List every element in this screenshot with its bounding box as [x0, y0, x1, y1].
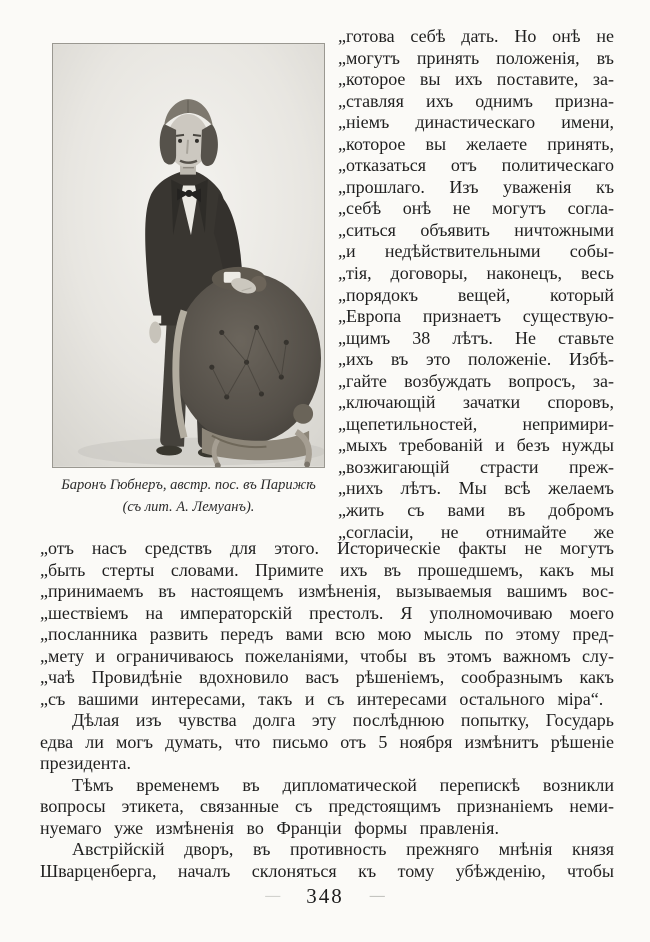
text-line: „согласіи, не отнимайте же — [338, 521, 614, 542]
page-number: 348 — [306, 884, 344, 908]
portrait-caption — [52, 474, 325, 518]
text-line: „жить съ вами въ добромъ — [338, 500, 614, 521]
portrait-photo — [52, 43, 325, 468]
text-line: президента. — [40, 753, 131, 773]
body-text-block — [40, 538, 614, 882]
text-line: „ставляя ихъ однимъ призна- — [338, 90, 614, 111]
text-line: „мыхъ требованій и безъ нужды — [338, 435, 614, 456]
text-line: „быть стерты словами. Примите ихъ въ прошедшемъ, какъ мы — [40, 559, 614, 580]
text-line: „ситься объявить ничтожными — [338, 219, 614, 240]
portrait-lithograph-image — [53, 44, 324, 467]
text-line: „чаѣ Провидѣніе вдохновило васъ рѣшеніемъ, сообразнымъ какъ — [40, 667, 614, 687]
portrait-figure — [52, 43, 325, 518]
text-line: „готова себѣ дать. Но онѣ не — [338, 26, 614, 46]
text-line: „тія, договоры, наконецъ, весь — [338, 263, 614, 284]
folio-right-dash: — — [369, 888, 385, 904]
text-line: „щепетильностей, непримири- — [338, 413, 614, 434]
page-footer — [0, 884, 650, 909]
text-line: „ихъ въ это положеніе. Избѣ- — [338, 349, 614, 370]
text-line: „ключающій зачатки споровъ, — [338, 392, 614, 413]
text-line: „ніемъ династическаго имени, — [338, 112, 614, 133]
text-line: едва ли могъ думать, что письмо отъ 5 ноября измѣнитъ рѣшеніе — [40, 731, 614, 752]
text-line: „гайте возбуждать вопросъ, за- — [338, 370, 614, 391]
text-line: „съ вашими интересами, такъ и съ интересами остального міра“. — [40, 688, 604, 709]
text-line: „Европа признаетъ существую- — [338, 306, 614, 327]
text-line: „отъ насъ средствъ для этого. Историческіе факты не могутъ — [40, 538, 614, 558]
text-line: вопросы этикета, связанные съ предстоящимъ признаніемъ неми- — [40, 796, 614, 816]
text-line: „отказаться отъ политическаго — [338, 155, 614, 176]
text-line: „посланника развить передъ вами всю мою мысль по этому пред- — [40, 624, 614, 644]
text-line: „которое вы желаете принять, — [338, 133, 614, 154]
text-line: „щимъ 38 лѣтъ. Не ставьте — [338, 327, 614, 348]
text-line: Австрійскій дворъ, въ противность прежняго мнѣнія князя — [72, 839, 614, 859]
text-line: Дѣлая изъ чувства долга эту послѣднюю попытку, Государь — [72, 710, 614, 730]
text-line: „которое вы ихъ поставите, за- — [338, 69, 614, 90]
text-line: Шварценберга, началъ склоняться къ тому убѣжденію, чтобы — [40, 860, 614, 881]
portrait-caption-line1: Баронъ Гюбнеръ, австр. пос. въ Парижѣ — [61, 477, 316, 493]
text-line: „возжигающій страсти преж- — [338, 456, 614, 477]
quoted-letter-column — [338, 26, 614, 543]
text-line: нуемаго уже измѣненія во Франціи формы правленія. — [40, 817, 499, 838]
text-line: „шествіемъ на императорскій престолъ. Я уполномочиваю моего — [40, 602, 614, 623]
text-line: „прошлаго. Изъ уваженія къ — [338, 176, 614, 197]
folio-left-dash: — — [265, 888, 281, 904]
text-line: „могутъ принять положенія, въ — [338, 47, 614, 68]
text-line: Тѣмъ временемъ въ дипломатической перепискѣ возникли — [72, 774, 614, 795]
text-line: „мету и ограничиваюсь пожеланіями, чтобы въ этомъ важномъ слу- — [40, 645, 614, 666]
text-line: „принимаемъ въ настоящемъ измѣненія, вызываемыя вашимъ вос- — [40, 581, 614, 601]
portrait-caption-line2: (съ лит. А. Лемуанъ). — [122, 499, 255, 515]
text-line: „нихъ лѣтъ. Мы всѣ желаемъ — [338, 478, 614, 499]
text-line: „и недѣйствительными собы- — [338, 241, 614, 262]
text-line: „себѣ онѣ не могутъ согла- — [338, 198, 614, 219]
text-line: „порядокъ вещей, который — [338, 284, 614, 305]
